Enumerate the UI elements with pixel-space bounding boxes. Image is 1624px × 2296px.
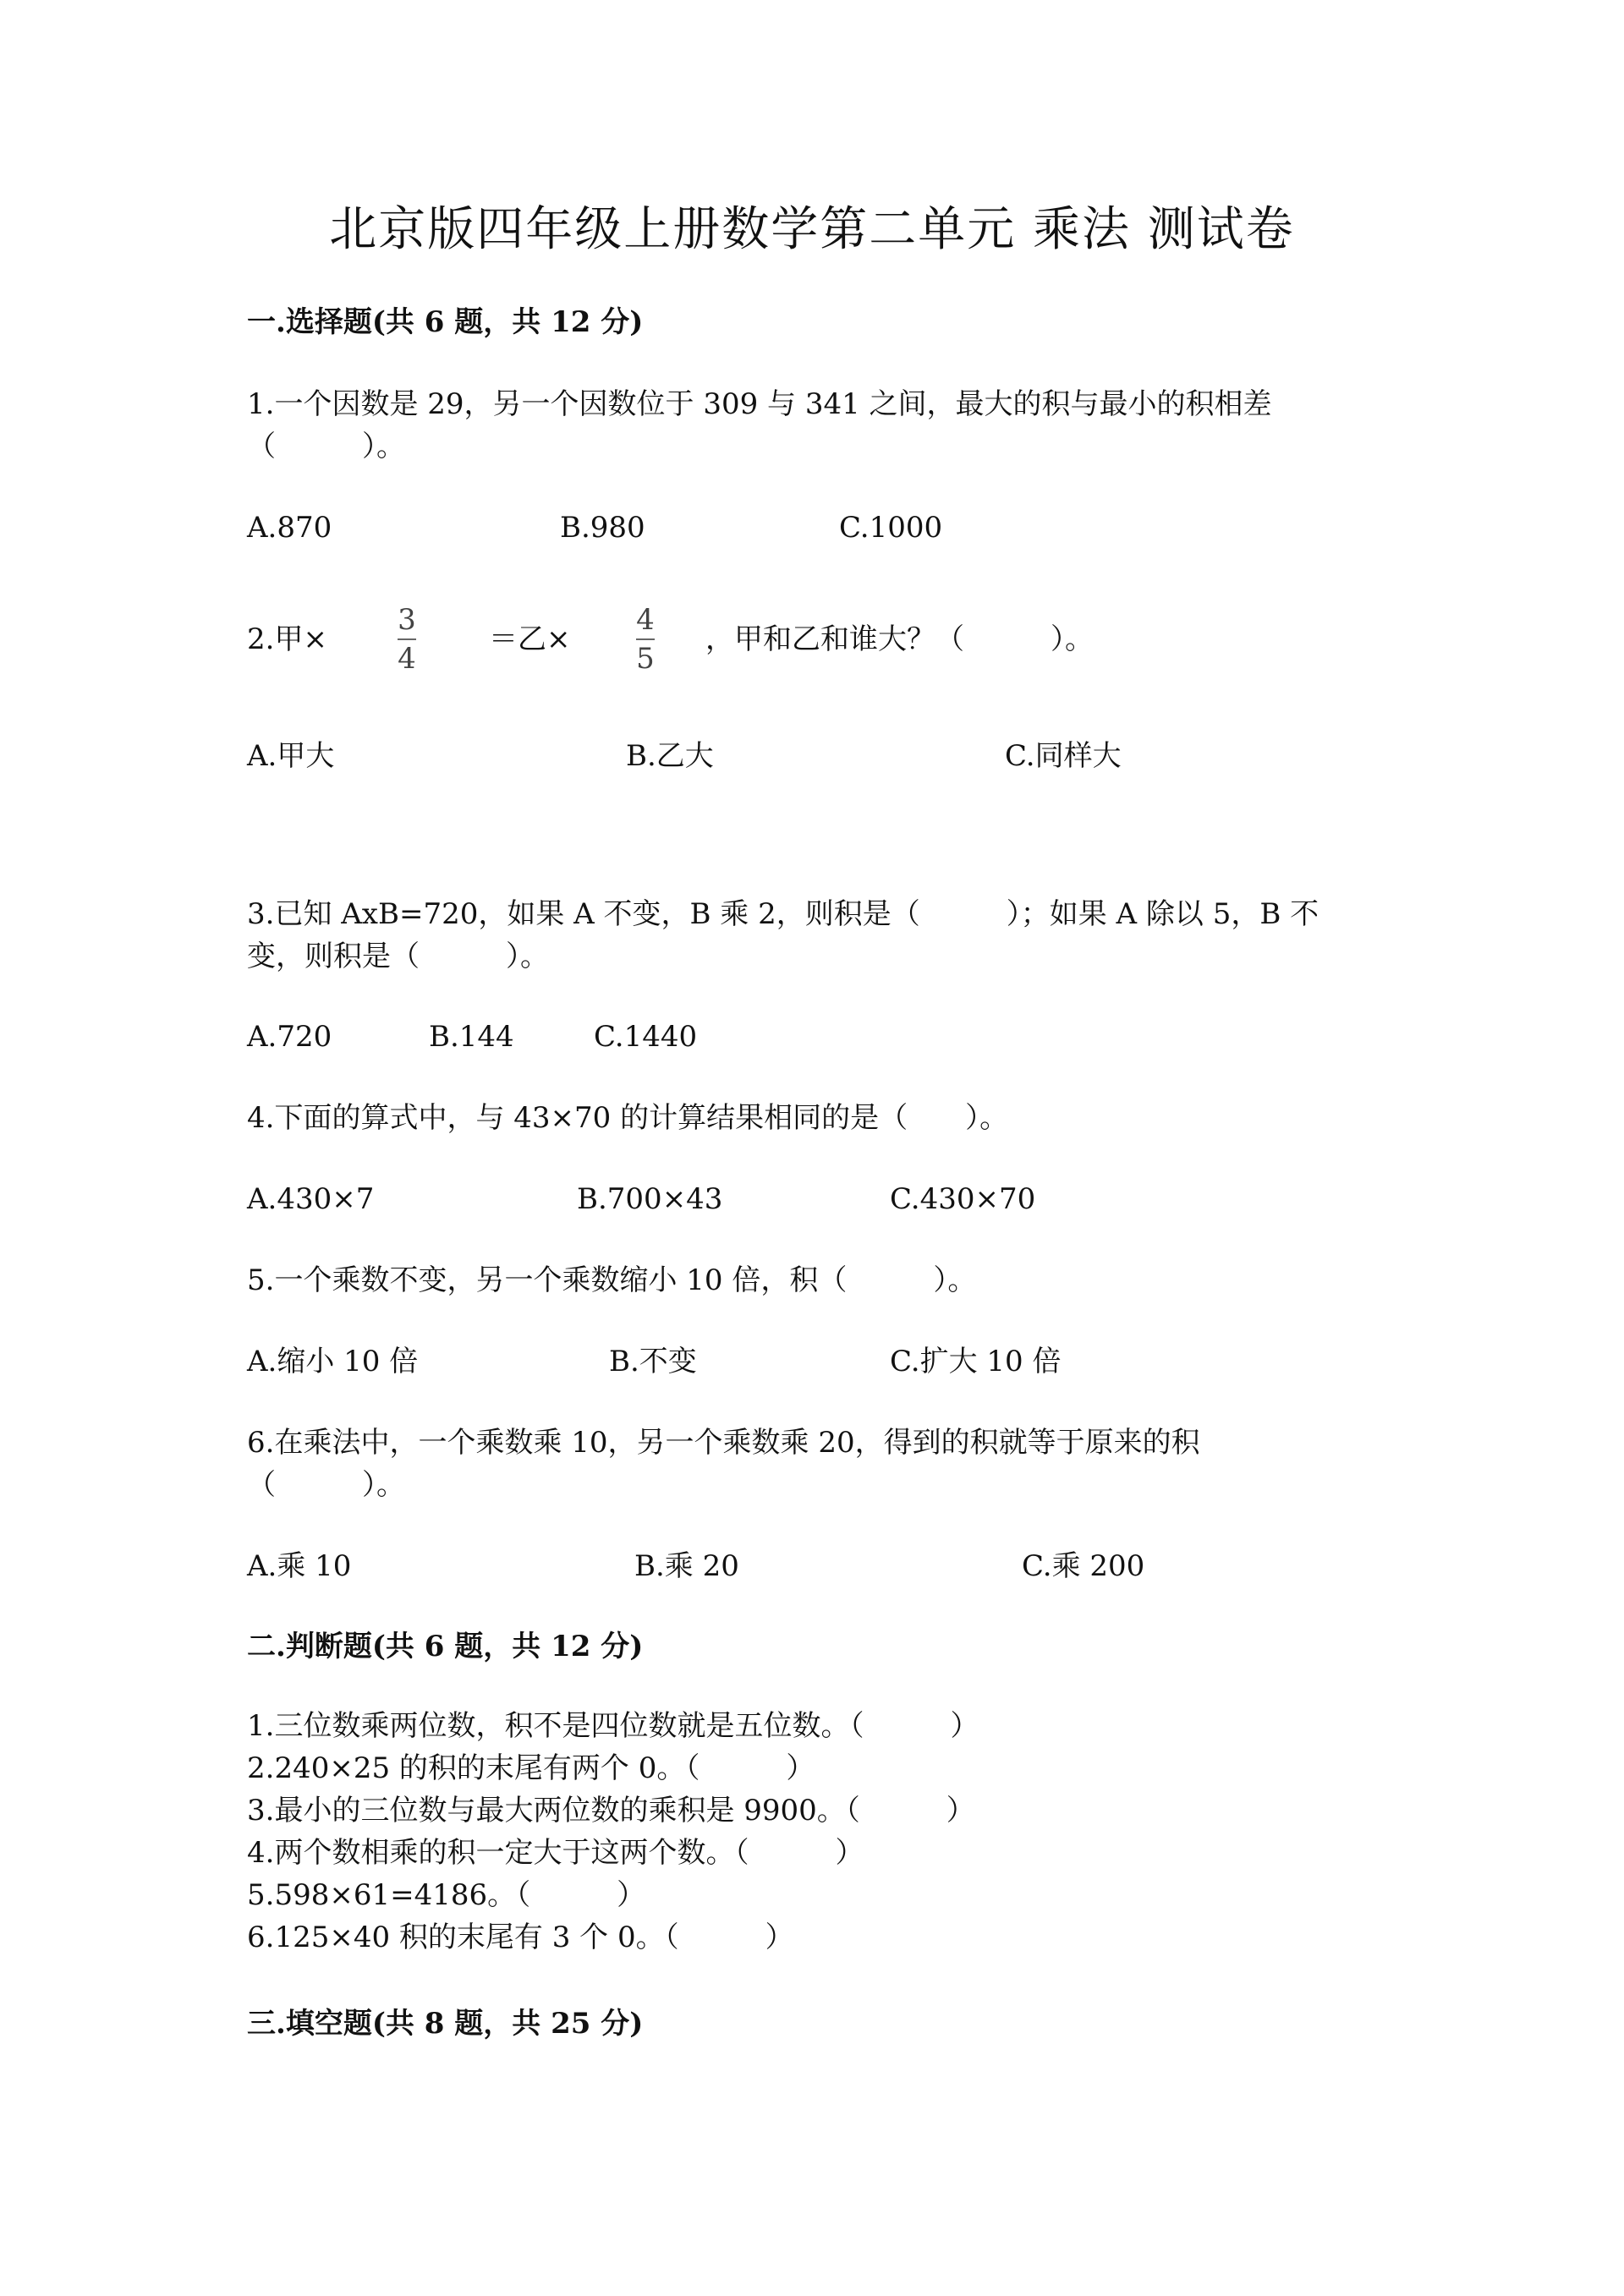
question-1-option-c: C.1000 <box>839 511 943 545</box>
question-1-option-b: B.980 <box>560 511 645 545</box>
fraction-denominator: 4 <box>398 642 416 676</box>
question-4-line-1: 4.下面的算式中，与 43×70 的计算结果相同的是（ ）。 <box>247 1101 1009 1135</box>
question-4-option-c: C.430×70 <box>890 1182 1036 1216</box>
question-1-option-a: A.870 <box>247 511 332 545</box>
question-3-option-b: B.144 <box>429 1020 514 1054</box>
question-2-suffix: ，甲和乙和谁大？（ ）。 <box>705 622 1094 656</box>
question-6-option-a: A.乘 10 <box>247 1549 352 1583</box>
question-2-option-b: B.乙大 <box>626 739 714 773</box>
question-3-option-c: C.1440 <box>594 1020 698 1054</box>
question-5-option-b: B.不变 <box>609 1345 697 1378</box>
question-5-option-a: A.缩小 10 倍 <box>247 1345 419 1378</box>
section-heading-fill-blank: 三.填空题(共 8 题，共 25 分) <box>247 2007 644 2041</box>
section-heading-choice: 一.选择题(共 6 题，共 12 分) <box>247 305 644 339</box>
judge-item-3: 3.最小的三位数与最大两位数的乘积是 9900。（ ） <box>247 1794 975 1827</box>
section-heading-judgement: 二.判断题(共 6 题，共 12 分) <box>247 1630 644 1663</box>
question-6-option-b: B.乘 20 <box>634 1549 739 1583</box>
question-1-line-2: （ ）。 <box>247 430 405 463</box>
question-6-option-c: C.乘 200 <box>1022 1549 1145 1583</box>
judge-item-4: 4.两个数相乘的积一定大于这两个数。（ ） <box>247 1836 864 1870</box>
fraction-denominator: 5 <box>636 642 655 676</box>
question-2-option-a: A.甲大 <box>247 739 335 773</box>
fraction-bar <box>636 638 655 640</box>
question-4-option-b: B.700×43 <box>577 1182 723 1216</box>
judge-item-5: 5.598×61=4186。（ ） <box>247 1878 646 1912</box>
question-6-line-2: （ ）。 <box>247 1468 405 1502</box>
judge-item-1: 1.三位数乘两位数，积不是四位数就是五位数。（ ） <box>247 1709 979 1743</box>
question-5-option-c: C.扩大 10 倍 <box>890 1345 1062 1378</box>
question-5-line-1: 5.一个乘数不变，另一个乘数缩小 10 倍，积（ ）。 <box>247 1263 977 1297</box>
fraction-numerator: 4 <box>636 603 655 637</box>
judge-item-2: 2.240×25 的积的末尾有两个 0。（ ） <box>247 1751 815 1785</box>
fraction-numerator: 3 <box>398 603 416 637</box>
question-2-option-c: C.同样大 <box>1005 739 1122 773</box>
question-2-prefix: 2.甲× <box>247 622 327 656</box>
question-6-line-1: 6.在乘法中，一个乘数乘 10，另一个乘数乘 20，得到的积就等于原来的积 <box>247 1426 1200 1460</box>
question-1-line-1: 1.一个因数是 29，另一个因数位于 309 与 341 之间，最大的积与最小的积相差 <box>247 387 1272 421</box>
question-2-middle: ＝乙× <box>489 622 571 656</box>
fraction-bar <box>398 638 416 640</box>
question-4-option-a: A.430×7 <box>247 1182 375 1216</box>
judge-item-6: 6.125×40 积的末尾有 3 个 0。（ ） <box>247 1921 794 1954</box>
question-3-line-2: 变，则积是（ ）。 <box>247 940 549 973</box>
question-3-option-a: A.720 <box>247 1020 332 1054</box>
question-3-line-1: 3.已知 AxB=720，如果 A 不变，B 乘 2，则积是（ ）；如果 A 除以 5，B 不 <box>247 897 1320 931</box>
fraction-four-fifths <box>636 603 655 676</box>
fraction-three-quarters <box>398 603 416 676</box>
page-title: 北京版四年级上册数学第二单元 乘法 测试卷 <box>329 202 1295 257</box>
